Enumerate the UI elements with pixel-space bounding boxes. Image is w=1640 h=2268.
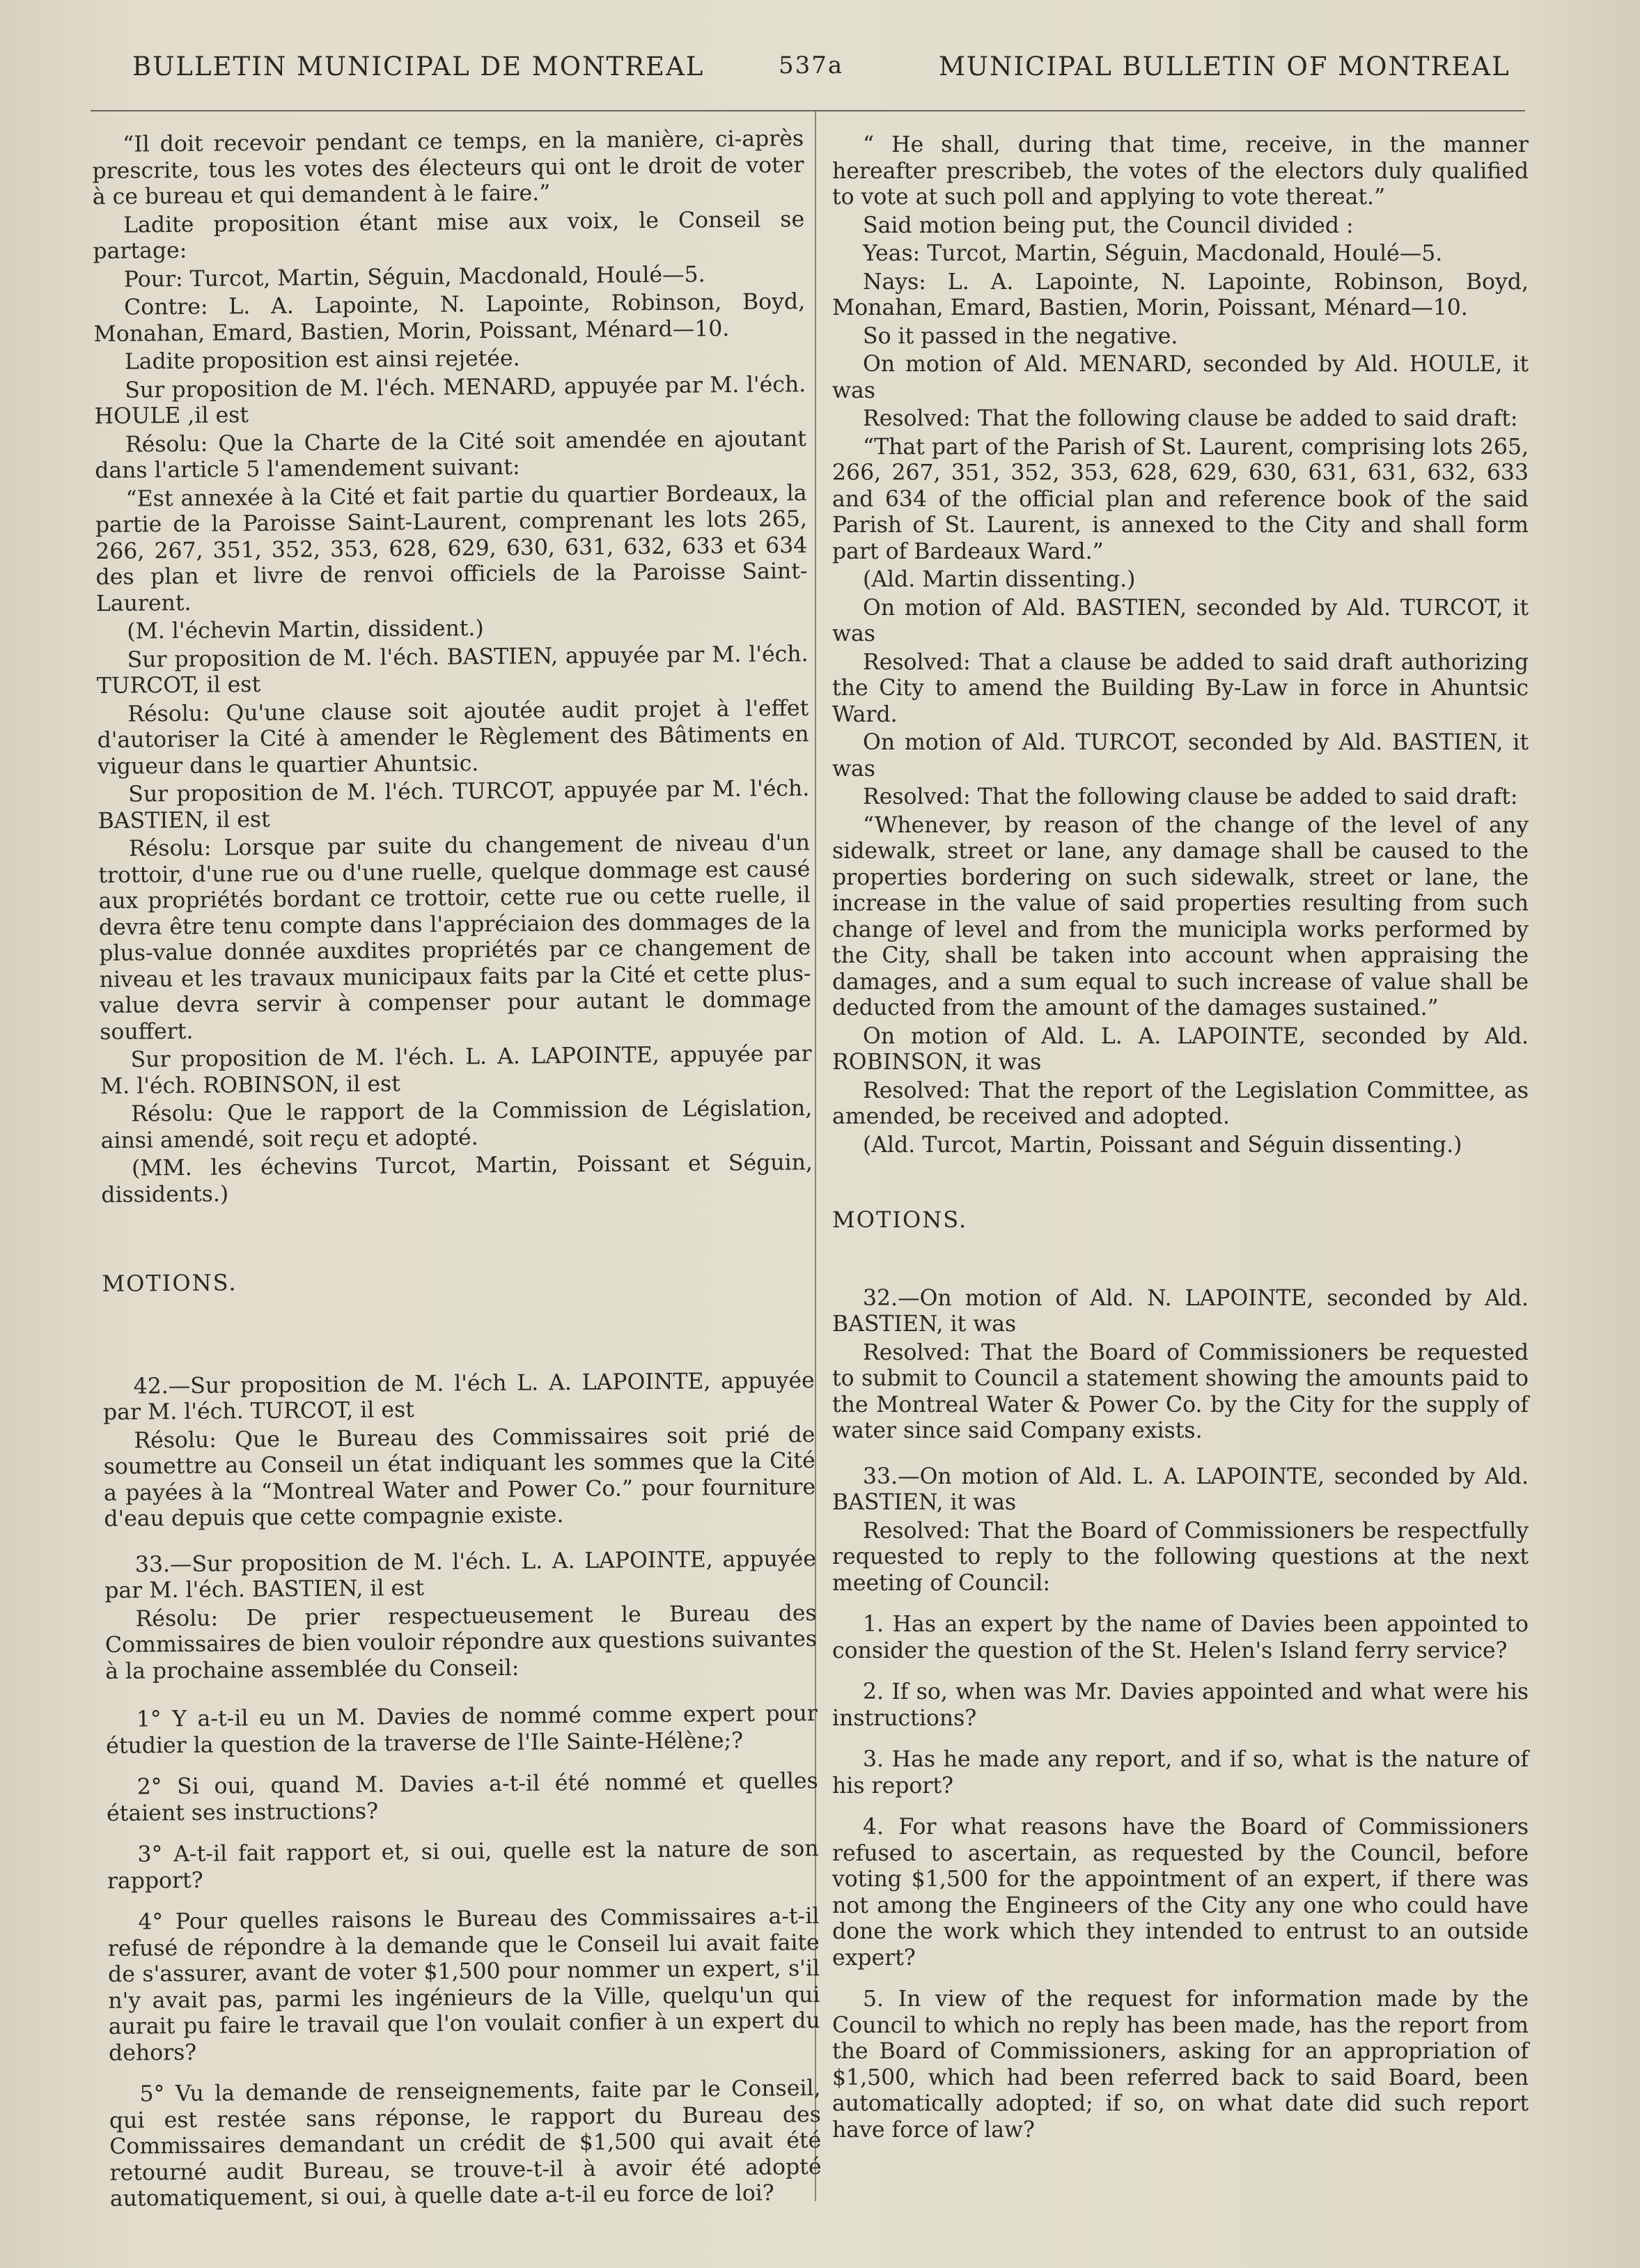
paragraph: On motion of Ald. MENARD, seconded by Ald. HOULE, it was [832,352,1529,403]
paragraph: Sur proposition de M. l'éch. BASTIEN, appuyée par M. l'éch. TURCOT, il est [96,641,809,699]
header-rule [91,110,1525,111]
paragraph: On motion of Ald. BASTIEN, seconded by Ald. TURCOT, it was [832,595,1529,646]
paragraph: 1. Has an expert by the name of Davies been appointed to consider the question of the St. Helen's Island ferry service? [832,1612,1529,1663]
paragraph: Resolved: That the following clause be added to said draft: [863,406,1518,431]
paragraph: Pour: Turcot, Martin, Séguin, Macdonald, Houlé—5. [123,261,705,293]
paragraph: On motion of Ald. L. A. LAPOINTE, seconded by Ald. ROBINSON, it was [832,1023,1529,1075]
header-right-title: MUNICIPAL BULLETIN OF MONTREAL [939,52,1510,81]
paragraph: 2. If so, when was Mr. Davies appointed and what were his instructions? [832,1679,1529,1731]
paragraph: 33.—On motion of Ald. L. A. LAPOINTE, seconded by Ald. BASTIEN, it was [832,1463,1529,1515]
paragraph: Résolu: Que le Bureau des Commissaires soit prié de soumettre au Conseil un état indiquant les sommes que la Cité a payées à la “Montreal Water and Power Co.” pour fourniture d'eau depuis que cette compagnie existe. [103,1422,816,1532]
paragraph: 32.—On motion of Ald. N. LAPOINTE, seconded by Ald. BASTIEN, it was [832,1285,1529,1337]
paragraph: Sur proposition de M. l'éch. MENARD, appuyée par M. l'éch. HOULE ,il est [94,371,806,429]
paragraph: 2° Si oui, quand M. Davies a-t-il été nommé et quelles étaient ses instructions? [106,1768,818,1826]
paragraph: 42.—Sur proposition de M. l'éch L. A. LAPOINTE, appuyée par M. l'éch. TURCOT, il est [102,1367,815,1425]
paragraph: 4° Pour quelles raisons le Bureau des Commissaires a-t-il refusé de répondre à la demande que le Conseil lui avait faite de s'assurer, avant de voter $1,500 pour nommer un expert, s'il n'y avait pas, parmi les ingénieurs de la Ville, quelqu'un qui aurait pu faire le travail que l'on voulait confier à un expert du dehors? [107,1903,820,2066]
paragraph: Ladite proposition est ainsi rejetée. [124,345,520,375]
paragraph: Resolved: That the report of the Legislation Committee, as amended, be received and adopted. [832,1078,1529,1129]
paragraph: Résolu: Qu'une clause soit ajoutée audit projet à l'effet d'autoriser la Cité à amender le Règlement des Bâtiments en vigueur dans le quartier Ahuntsic. [97,695,809,779]
paragraph: Résolu: De prier respectueusement le Bureau des Commissaires de bien vouloir répondre aux questions suivantes à la prochaine assemblée du Conseil: [104,1600,818,1684]
paragraph: Résolu: Que la Charte de la Cité soit amendée en ajoutant dans l'article 5 l'amendement suivant: [95,426,807,483]
paragraph: “Est annexée à la Cité et fait partie du quartier Bordeaux, la partie de la Paroisse Saint-Laurent, comprenant les lots 265, 266, 267, 351, 352, 353, 628, 629, 630, 631, 632, 633 et 634 des plan et livre de renvoi officiels de la Paroisse Saint-Laurent. [95,480,808,616]
paragraph: 1° Y a-t-il eu un M. Davies de nommé comme expert pour étudier la question de la traverse de l'Ile Sainte-Hélène;? [106,1700,818,1759]
paragraph: On motion of Ald. TURCOT, seconded by Ald. BASTIEN, it was [832,730,1529,782]
english-column [832,132,1529,2145]
paragraph: Said motion being put, the Council divided : [863,212,1354,238]
paragraph: Resolved: That a clause be added to said draft authorizing the City to amend the Building By-Law in force in Ahuntsic Ward. [832,649,1529,727]
paragraph: 4. For what reasons have the Board of Commissioners refused to ascertain, as requested by the Council, before voting $1,500 for the appointment of an expert, if there was not among the Engineers of the City any one who could have done the work which they intended to entrust to an outside expert? [832,1815,1529,1971]
header-left-title: BULLETIN MUNICIPAL DE MONTREAL [132,52,705,81]
paragraph: “That part of the Parish of St. Laurent, comprising lots 265, 266, 267, 351, 352, 353, 628, 629, 630, 631, 631, 632, 633 and 634 of the official plan and reference book of the said Parish of St. Laurent, is annexed to the City and shall form part of Bardeaux Ward.” [832,434,1529,564]
paragraph: Resolved: That the following clause be added to said draft: [863,784,1518,809]
paragraph: “Whenever, by reason of the change of the level of any sidewalk, street or lane, any damage shall be caused to the properties bordering on such sidewalk, street or lane, the increase in the value of said properties resulting from such change of level and from the municipla works performed by the City, shall be taken into account when appraising the damages, and a sum equal to such increase of value shall be deducted from the amount of the damages sustained.” [832,812,1529,1020]
paragraph: 5° Vu la demande de renseignements, faite par le Conseil, qui est restée sans réponse, le rapport du Bureau des Commissaires demandant un crédit de $1,500 qui avait été retourné audit Bureau, se trouve-t-il à avoir été adopté automatiquement, si oui, à quelle date a-t-il eu force de loi? [109,2075,822,2212]
paragraph: Contre: L. A. Lapointe, N. Lapointe, Robinson, Boyd, Monahan, Emard, Bastien, Morin, Poissant, Ménard—10. [93,289,806,347]
french-column [92,126,822,2214]
section-heading: MOTIONS. [102,1269,237,1297]
paragraph: (Ald. Turcot, Martin, Poissant and Séguin dissenting.) [863,1132,1462,1158]
paragraph: So it passed in the negative. [863,323,1178,349]
paragraph: 33.—Sur proposition de M. l'éch. L. A. LAPOINTE, appuyée par M. l'éch. BASTIEN, il est [104,1546,817,1603]
paragraph: 3° A-t-il fait rapport et, si oui, quelle est la nature de son rapport? [107,1835,819,1894]
paragraph: (M. l'échevin Martin, dissident.) [127,616,484,644]
paragraph: 3. Has he made any report, and if so, what is the nature of his report? [832,1747,1529,1799]
paragraph: Resolved: That the Board of Commissioners be respectfully requested to reply to the following questions at the next meeting of Council: [832,1518,1529,1596]
paragraph: Ladite proposition étant mise aux voix, le Conseil se partage: [93,206,805,264]
paragraph: “Il doit recevoir pendant ce temps, en la manière, ci-après prescrite, tous les votes des électeurs qui ont le droit de voter à ce bureau et qui demandent à le faire.” [92,126,804,210]
paragraph: 5. In view of the request for information made by the Council to which no reply has been made, has the report from the Board of Commissioners, asking for an appropriation of $1,500, which had been referred back to said Board, been automatically adopted; if so, on what date did such report have force of law? [832,1987,1529,2143]
paragraph: Sur proposition de M. l'éch. L. A. LAPOINTE, appuyée par M. l'éch. ROBINSON, il est [100,1041,812,1099]
paragraph: “ He shall, during that time, receive, in the manner hereafter prescribeb, the votes of the electors duly qualified to vote at such poll and applying to vote thereat.” [832,132,1529,210]
paragraph: Yeas: Turcot, Martin, Séguin, Macdonald, Houlé—5. [863,241,1443,266]
paragraph: (Ald. Martin dissenting.) [863,567,1136,592]
paragraph: Resolved: That the Board of Commissioners be requested to submit to Council a statement showing the amounts paid to the Montreal Water & Power Co. by the City for the supply of water since said Company exists. [832,1339,1529,1443]
paragraph: (MM. les échevins Turcot, Martin, Poissant et Séguin, dissidents.) [101,1150,813,1208]
paragraph: Sur proposition de M. l'éch. TURCOT, appuyée par M. l'éch. BASTIEN, il est [97,776,810,834]
paragraph: Nays: L. A. Lapointe, N. Lapointe, Robinson, Boyd, Monahan, Emard, Bastien, Morin, Poissant, Ménard—10. [832,269,1529,320]
paragraph: Résolu: Lorsque par suite du changement de niveau d'un trottoir, d'une rue ou d'une ruelle, quelque dommage est causé aux propriétés bordant ce trottoir, cette rue ou cette ruelle, il devra être tenu compte dans l'appréciaion des dommages de la plus-value donnée auxdites propriétés par ce changement de niveau et les travaux municipaux faits par la Cité et cette plus-value devra servir à compenser pour autant le dommage souffert. [98,830,812,1045]
page-number: 537a [779,52,844,79]
section-heading: MOTIONS. [832,1206,968,1233]
paragraph: Résolu: Que le rapport de la Commission de Législation, ainsi amendé, soit reçu et adopté. [100,1096,813,1154]
